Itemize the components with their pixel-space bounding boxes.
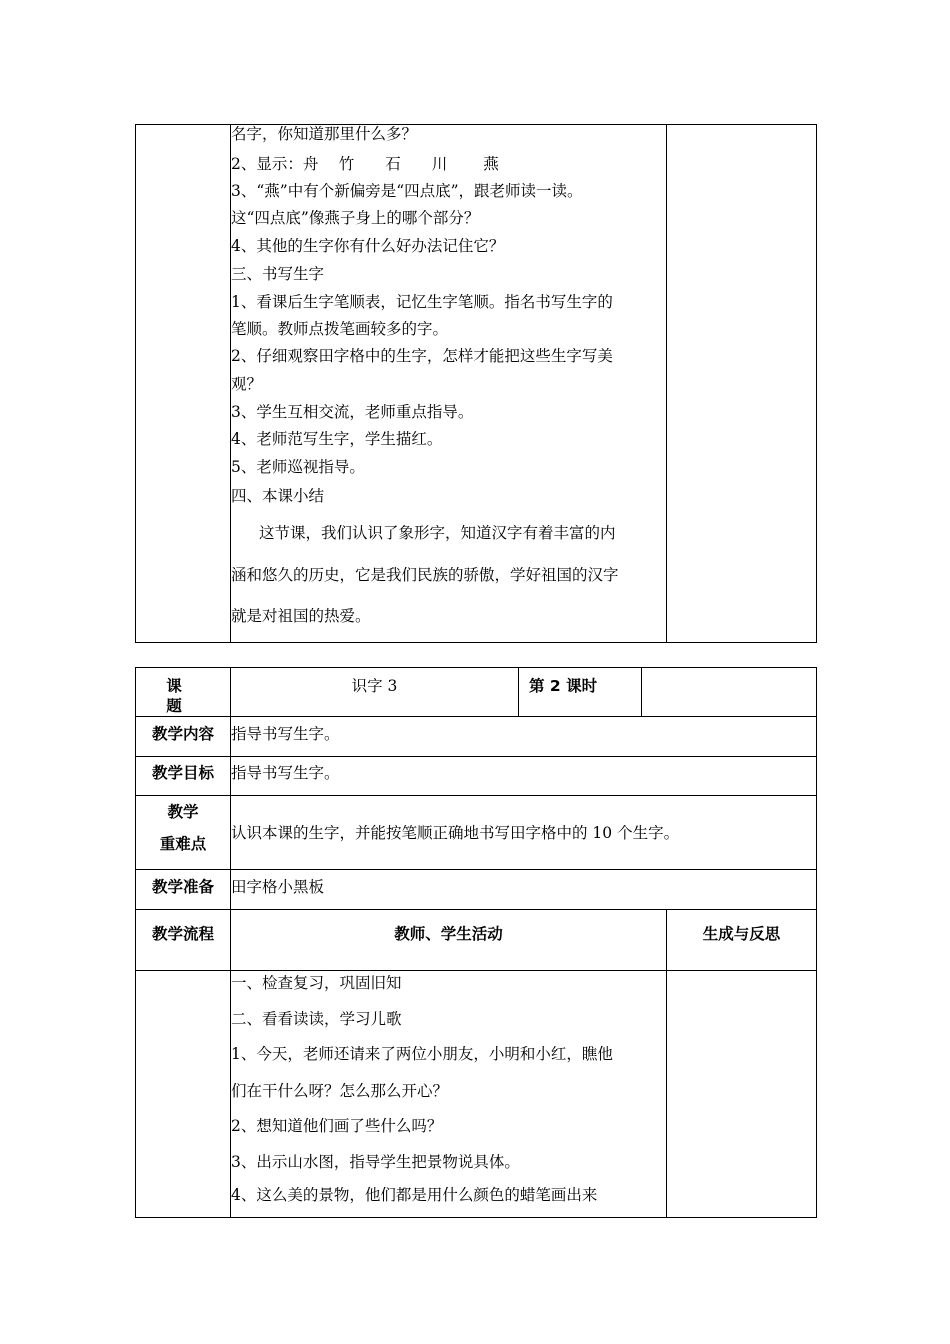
lesson-plan-continuation-table bbox=[135, 124, 817, 643]
goal-value: 指导书写生字。 bbox=[231, 757, 817, 796]
activity-line: 笔顺。教师点拨笔画较多的字。 bbox=[231, 320, 449, 338]
activity-line: 3、出示山水图，指导学生把景物说具体。 bbox=[231, 1153, 520, 1171]
topic-value: 识字 3 bbox=[231, 668, 519, 717]
activity-header: 教师、学生活动 bbox=[231, 910, 667, 971]
activity-line: 2、显示：舟 竹 石 川 燕 bbox=[231, 155, 499, 173]
prep-value: 田字格小黑板 bbox=[231, 870, 817, 910]
activity-cell bbox=[231, 125, 667, 643]
section-heading: 四、本课小结 bbox=[231, 487, 325, 505]
activity-cell bbox=[231, 971, 667, 1218]
reflection-cell bbox=[667, 125, 817, 643]
difficulty-value: 认识本课的生字，并能按笔顺正确地书写田字格中的 10 个生字。 bbox=[231, 796, 817, 870]
activity-line: 1、看课后生字笔顺表，记忆生字笔顺。指名书写生字的 bbox=[231, 293, 613, 311]
activity-line: 名字，你知道那里什么多？ bbox=[231, 125, 418, 143]
section-heading: 二、看看读读，学习儿歌 bbox=[231, 1010, 402, 1028]
activity-line: 观？ bbox=[231, 375, 263, 393]
content-label: 教学内容 bbox=[136, 717, 231, 757]
topic-label: 课 题 bbox=[136, 668, 231, 717]
activity-line: 3、“燕”中有个新偏旁是“四点底”，跟老师读一读。 bbox=[231, 182, 583, 200]
summary-line: 就是对祖国的热爱。 bbox=[231, 607, 371, 625]
activity-line: 2、想知道他们画了些什么吗？ bbox=[231, 1117, 443, 1135]
flow-cell bbox=[136, 125, 231, 643]
flow-header: 教学流程 bbox=[136, 910, 231, 971]
activity-line: 这“四点底”像燕子身上的哪个部分？ bbox=[231, 209, 480, 227]
section-heading: 三、书写生字 bbox=[231, 265, 325, 283]
activity-line: 1、今天，老师还请来了两位小朋友，小明和小红，瞧他 bbox=[231, 1045, 613, 1063]
activity-line: 4、这么美的景物，他们都是用什么颜色的蜡笔画出来 bbox=[231, 1186, 598, 1204]
reflection-cell bbox=[667, 971, 817, 1218]
flow-cell bbox=[136, 971, 231, 1218]
lesson-plan-table bbox=[135, 667, 817, 1218]
activity-line: 3、学生互相交流，老师重点指导。 bbox=[231, 403, 474, 421]
lesson-number-label: 第 2 课时 bbox=[519, 668, 642, 717]
summary-line: 这节课，我们认识了象形字，知道汉字有着丰富的内 bbox=[259, 524, 616, 542]
activity-line: 们在干什么呀？怎么那么开心？ bbox=[231, 1082, 449, 1100]
lesson-number-value bbox=[642, 668, 817, 717]
goal-label: 教学目标 bbox=[136, 757, 231, 796]
activity-line: 4、其他的生字你有什么好办法记住它？ bbox=[231, 237, 505, 255]
reflection-header: 生成与反思 bbox=[667, 910, 817, 971]
summary-line: 涵和悠久的历史，它是我们民族的骄傲，学好祖国的汉字 bbox=[231, 566, 619, 584]
section-heading: 一、检查复习，巩固旧知 bbox=[231, 974, 402, 992]
content-value: 指导书写生字。 bbox=[231, 717, 817, 757]
prep-label: 教学准备 bbox=[136, 870, 231, 910]
activity-line: 4、老师范写生字，学生描红。 bbox=[231, 430, 443, 448]
activity-line: 2、仔细观察田字格中的生字，怎样才能把这些生字写美 bbox=[231, 347, 613, 365]
difficulty-label: 教学 重难点 bbox=[136, 796, 231, 870]
activity-line: 5、老师巡视指导。 bbox=[231, 458, 365, 476]
